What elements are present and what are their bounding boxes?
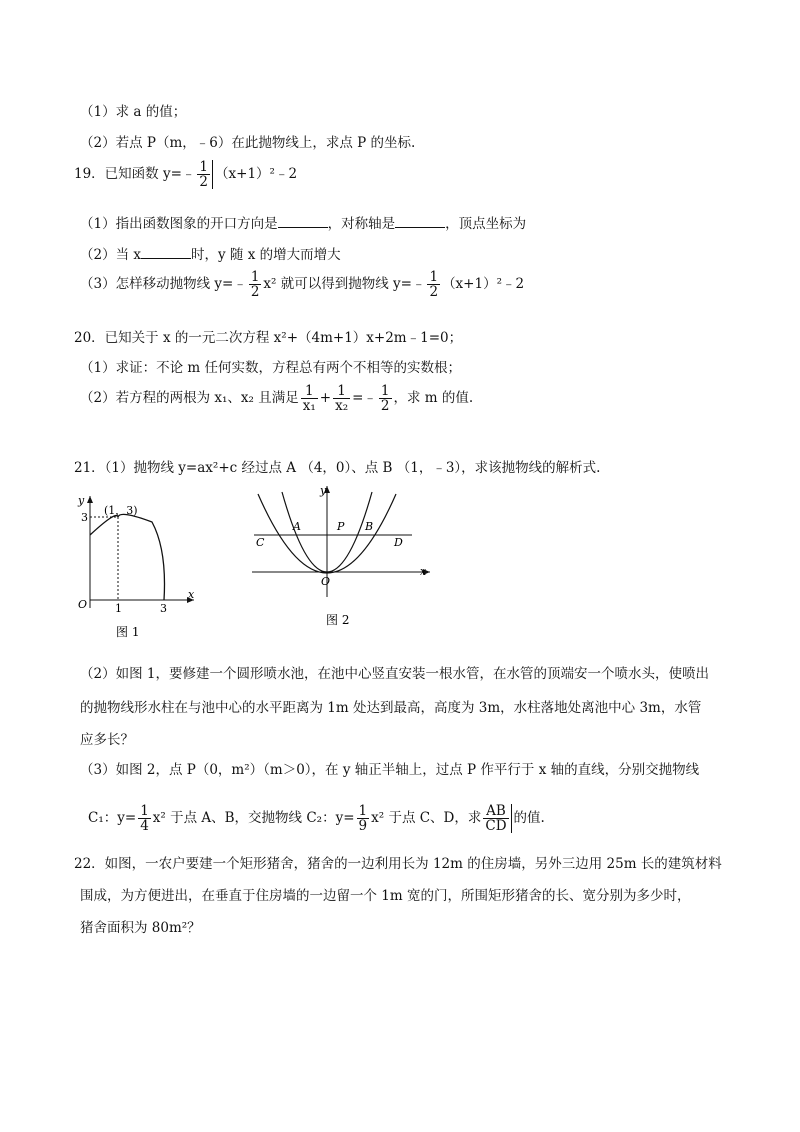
q19-stem-text: 19．已知函数 y=﹣ xyxy=(74,166,196,183)
fraction-half: $\frac{1}{2}$ xyxy=(250,269,260,301)
q19-stem xyxy=(74,160,297,189)
figure-1 xyxy=(72,490,202,642)
q21-stem: 21．（1）抛物线 y=ax²+c 经过点 A （4，0）、点 B （1，﹣3），求该抛物线的解析式. xyxy=(74,460,601,476)
q20-stem: 20．已知关于 x 的一元二次方程 x²+（4m+1）x+2m﹣1=0； xyxy=(74,330,463,346)
q21-part2-line2: 的抛物线形水柱在与池中心的水平距离为 1m 处达到最高，高度为 3m，水柱落地处离池中心 3m，水管 xyxy=(80,700,702,716)
q22-line3: 猪舍面积为 80m²？ xyxy=(80,920,201,936)
q21-part2-line1: （2）如图 1，要修建一个圆形喷水池，在池中心竖直安装一根水管，在水管的顶端安一个喷水头，使喷出 xyxy=(80,666,709,682)
q21-part3-line1: （3）如图 2，点 P（0，m²）（m＞0），在 y 轴正半轴上，过点 P 作平行于 x 轴的直线，分别交抛物线 xyxy=(80,762,700,778)
q18-part1: （1）求 a 的值； xyxy=(80,104,187,120)
point-C-label: C xyxy=(256,536,265,549)
fraction-half: $\frac{1}{2}$ xyxy=(380,383,390,415)
figure-2-caption: 图 2 xyxy=(326,613,350,627)
fraction-quarter: $\frac{1}{4}$ xyxy=(140,803,149,835)
fraction-half: $\frac{1}{2}$ xyxy=(197,160,213,189)
x-axis-label: x xyxy=(420,565,427,578)
q20-part1: （1）求证：不论 m 任何实数，方程总有两个不相等的实数根； xyxy=(80,360,461,376)
q20-part2: （2）若方程的两根为 x₁、x₂ 且满足 $\frac{1}{\text{x₁}}$ + $\frac{1}{\text{x₂}}$ =﹣ $\frac{1}{2}$ ，求 m 的值. xyxy=(80,383,474,415)
fraction-half: $\frac{1}{2}$ xyxy=(429,269,439,301)
point-B-label: B xyxy=(365,520,374,533)
fraction-1-over-x2: $\frac{1}{\text{x₂}}$ xyxy=(335,383,349,415)
point-A-label: A xyxy=(293,520,301,533)
q19-part1: （1）指出函数图象的开口方向是 ，对称轴是 ，顶点坐标为 xyxy=(80,216,527,232)
blank[interactable] xyxy=(141,246,191,259)
q19-stem-tail: （x+1）²﹣2 xyxy=(215,166,298,183)
vertex-label: (1，3) xyxy=(104,504,138,517)
q18-part2: （2）若点 P（m，﹣6）在此抛物线上，求点 P 的坐标. xyxy=(80,135,416,151)
tick-y-3: 3 xyxy=(81,511,88,524)
point-D-label: D xyxy=(394,536,403,549)
tick-x-1: 1 xyxy=(115,602,122,615)
fraction-AB-over-CD: $\frac{AB}{CD}$ xyxy=(483,804,511,833)
blank[interactable] xyxy=(278,215,328,228)
q19-part2: （2）当 x 时，y 随 x 的增大而增大 xyxy=(80,247,341,263)
blank[interactable] xyxy=(395,215,445,228)
figure-1-caption: 图 1 xyxy=(116,625,140,639)
q22-line1: 22．如图，一农户要建一个矩形猪舍，猪舍的一边利用长为 12m 的住房墙，另外三边用 25m 长的建筑材料 xyxy=(74,856,722,872)
q22-line2: 围成，为方便进出，在垂直于住房墙的一边留一个 1m 宽的门，所围矩形猪舍的长、宽分别为多少时， xyxy=(80,888,691,904)
tick-x-3: 3 xyxy=(160,602,167,615)
x-axis-label: x xyxy=(188,588,195,601)
figure-2 xyxy=(240,482,440,634)
point-P-label: P xyxy=(337,520,345,533)
y-axis-label: y xyxy=(320,484,327,497)
origin-label: O xyxy=(78,598,88,611)
fraction-ninth: $\frac{1}{9}$ xyxy=(358,803,368,835)
q21-part3-line2: C₁：y= $\frac{1}{4}$ x² 于点 A、B，交抛物线 C₂：y= $\frac{1}{9}$ x² 于点 C、D，求 $\frac{AB}{CD}$ 的值. xyxy=(88,803,545,835)
q21-part2-line3: 应多长？ xyxy=(80,732,134,748)
q19-part3: （3）怎样移动抛物线 y=﹣ $\frac{1}{2}$ x² 就可以得到抛物线 y=﹣ $\frac{1}{2}$ （x+1）²﹣2 xyxy=(80,269,525,301)
origin-label: O xyxy=(321,575,331,588)
fraction-1-over-x1: $\frac{1}{\text{x₁}}$ xyxy=(302,383,316,415)
y-axis-label: y xyxy=(78,494,85,507)
